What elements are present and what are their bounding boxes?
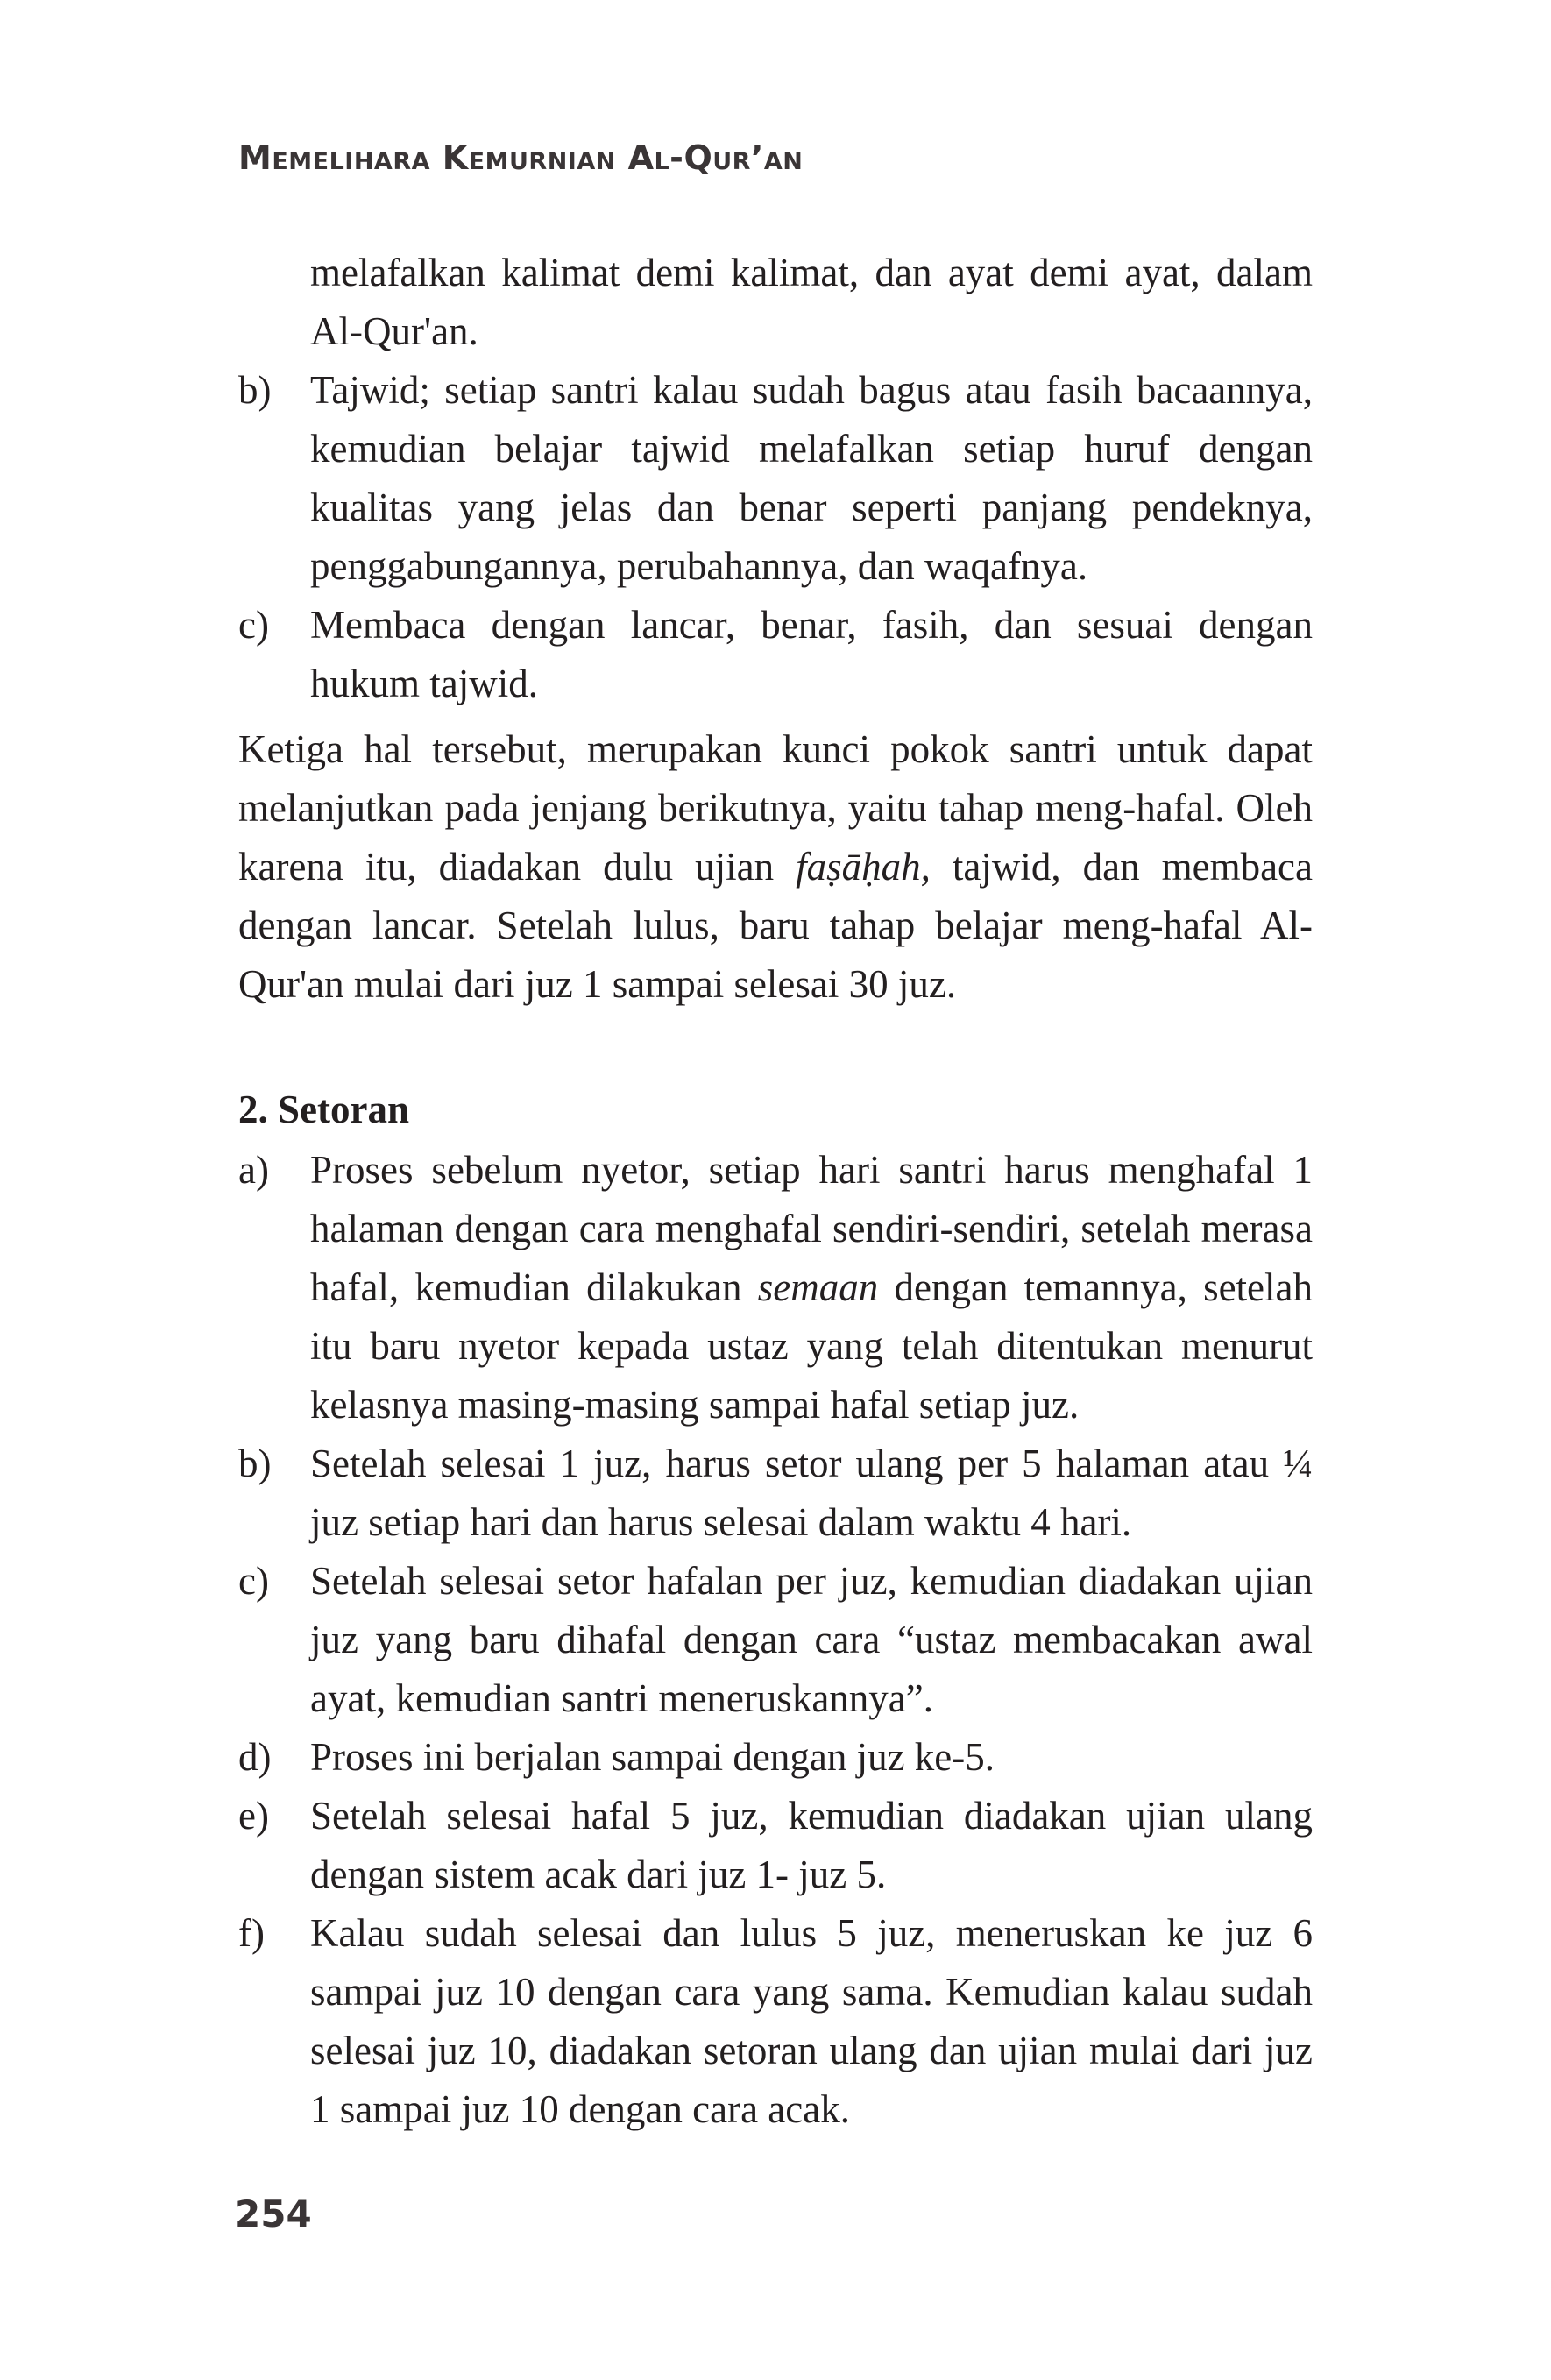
list-item-a-proses (238, 1141, 1313, 1434)
list-item-italic-term: semaan (757, 1265, 879, 1309)
list-item-text-1: Proses sebelum nyetor, setiap hari santri harus menghafal 1 halaman dengan cara menghafal sendiri-sendiri, setelah merasa hafal, kemudian dilakukan (310, 1148, 1313, 1309)
paragraph-text-1: Ketiga hal tersebut, merupakan kunci pokok santri untuk dapat melanjutkan pada jenjang berikutnya, yaitu tahap meng-hafal. Oleh karena itu, diadakan dulu ujian (238, 727, 1313, 889)
list-item-f-lanjut-juz6 (238, 1904, 1313, 2139)
list-item-text: Setelah selesai hafal 5 juz, kemudian diadakan ujian ulang dengan sistem acak dari juz 1- juz 5. (310, 1794, 1313, 1896)
list-item-text: Proses ini berjalan sampai dengan juz ke-5. (310, 1735, 995, 1779)
section-heading: 2. Setoran (238, 1087, 409, 1131)
list-marker: b) (238, 1441, 272, 1485)
list-item-text: Setelah selesai 1 juz, harus setor ulang per 5 halaman atau ¼ juz setiap hari dan harus selesai dalam waktu 4 hari. (310, 1441, 1313, 1544)
list-item-continuation (238, 244, 1313, 361)
list-item-text: Setelah selesai setor hafalan per juz, kemudian diadakan ujian juz yang baru dihafal dengan cara “ustaz membacakan awal ayat, kemudian santri meneruskannya”. (310, 1559, 1313, 1720)
paragraph-italic-term: faṣāḥah, (796, 845, 931, 889)
list-item-text: Tajwid; setiap santri kalau sudah bagus atau fasih bacaannya, kemudian belajar tajwid melafalkan setiap huruf dengan kualitas yang jelas dan benar seperti panjang pendeknya, penggabungannya, perubahannya, dan waqafnya. (310, 368, 1313, 588)
list-item-text-2: dengan temannya, setelah itu baru nyetor kepada ustaz yang telah ditentukan menurut kelasnya masing-masing sampai hafal setiap juz. (310, 1265, 1314, 1427)
list-item-c-ujian-juz (238, 1552, 1313, 1728)
list-marker: e) (238, 1794, 269, 1838)
list-item-e-ujian-ulang (238, 1787, 1313, 1904)
continuation-text: melafalkan kalimat demi kalimat, dan ayat demi ayat, dalam Al-Qur'an. (310, 251, 1313, 353)
list-item-b-tajwid (238, 361, 1313, 596)
list-marker: f) (238, 1911, 265, 1955)
body-paragraph (238, 720, 1313, 1014)
list-item-text: Kalau sudah selesai dan lulus 5 juz, meneruskan ke juz 6 sampai juz 10 dengan cara yang sama. Kemudian kalau sudah selesai juz 10, diadakan setoran ulang dan ujian mulai dari juz 1 sampai juz 10 dengan cara acak. (310, 1911, 1313, 2131)
page-number: 254 (235, 2192, 312, 2235)
list-item-b-setor-ulang (238, 1434, 1313, 1552)
list-item-d-proses-juz5 (238, 1728, 1313, 1787)
list-item-text: Membaca dengan lancar, benar, fasih, dan sesuai dengan hukum tajwid. (310, 603, 1313, 705)
page-body (238, 244, 1313, 2139)
running-header: Memelihara Kemurnian Al-Qur’an (238, 138, 804, 177)
list-marker: b) (238, 368, 272, 412)
list-marker: a) (238, 1148, 269, 1192)
list-marker: d) (238, 1735, 272, 1779)
list-marker: c) (238, 603, 269, 647)
paragraph-text-2: tajwid, dan membaca dengan lancar. Setelah lulus, baru tahap belajar meng-hafal Al-Qur'an mulai dari juz 1 sampai selesai 30 juz. (238, 845, 1313, 1006)
list-marker: c) (238, 1559, 269, 1603)
list-item-c-membaca (238, 596, 1313, 713)
